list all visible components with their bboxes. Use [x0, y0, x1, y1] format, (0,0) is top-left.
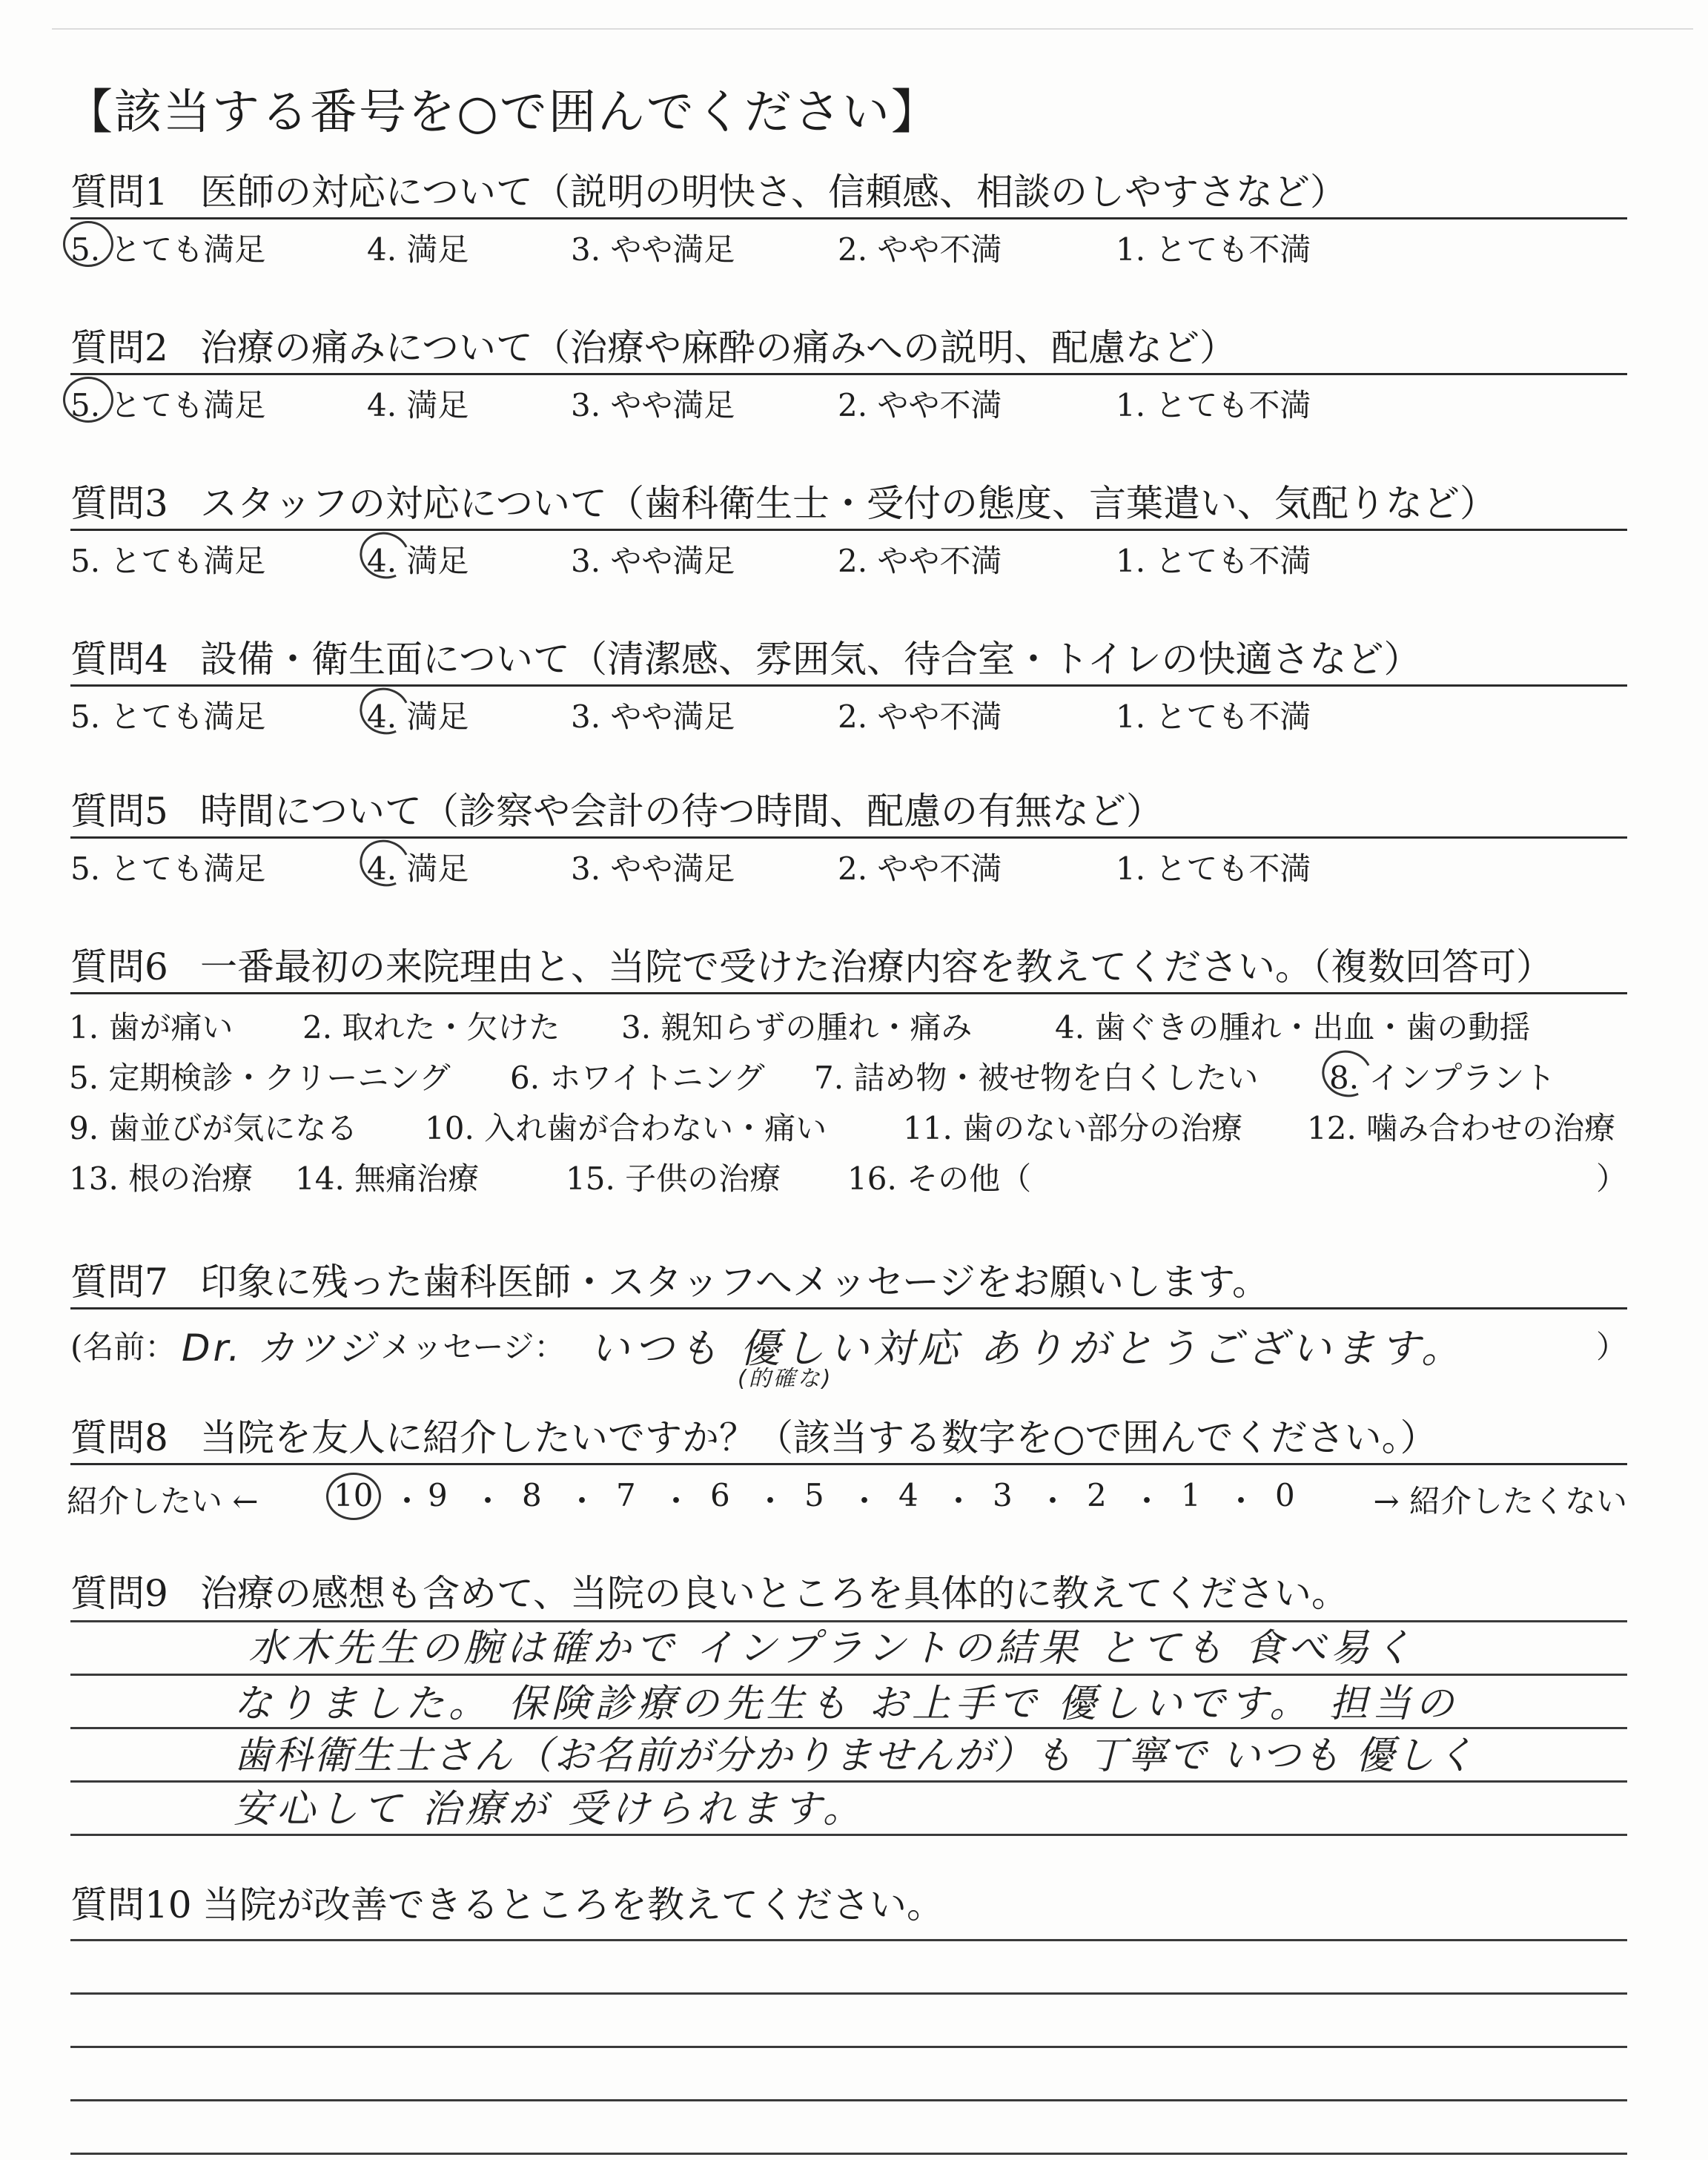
- recommend-right-label: → 紹介したくない: [1373, 1483, 1627, 1519]
- page-header: 【該当する番号を○で囲んでください】: [65, 85, 940, 140]
- rating-options: [70, 531, 1627, 583]
- question-text: 当院を友人に紹介したいですか？（該当する数字を○で囲んでください。）: [200, 1416, 1437, 1459]
- reason-option[interactable]: 14. 無痛治療: [295, 1160, 480, 1197]
- question-5: [70, 786, 1627, 891]
- question-number: 質問9: [70, 1572, 168, 1615]
- reason-option[interactable]: 3. 親知らずの腫れ・痛み: [621, 1009, 973, 1046]
- question-number: 質問3: [70, 482, 168, 525]
- scale-value[interactable]: 1: [1181, 1477, 1201, 1513]
- question-text: スタッフの対応について（歯科衛生士・受付の態度、言葉遣い、気配りなど）: [200, 482, 1497, 525]
- rating-option[interactable]: 3. やや満足: [571, 851, 735, 887]
- scale-separator: ・: [566, 1483, 598, 1519]
- reason-option[interactable]: 12. 噛み合わせの治療: [1307, 1110, 1616, 1146]
- rating-option[interactable]: 4. 満足: [367, 387, 469, 423]
- question-2: [70, 323, 1627, 427]
- handwritten-answer-line-2[interactable]: なりました。 保険診療の先生も お上手で 優しいです。 担当の: [234, 1682, 1458, 1726]
- question-number: 質問7: [70, 1261, 168, 1304]
- handwritten-name[interactable]: Dr. カツジ: [182, 1327, 378, 1370]
- rating-option[interactable]: 1. とても不満: [1116, 543, 1311, 579]
- reason-option[interactable]: 5. 定期検診・クリーニング: [69, 1060, 451, 1096]
- question-number: 質問2: [70, 326, 168, 369]
- rating-option[interactable]: 5. とても満足: [70, 231, 266, 268]
- reason-option[interactable]: 11. 歯のない部分の治療: [903, 1110, 1243, 1146]
- rating-option[interactable]: 4. 満足: [367, 851, 469, 887]
- question-6: [70, 942, 1627, 1202]
- handwritten-answer-line-1[interactable]: 水木先生の腕は確かで インプラントの結果 とても 食べ易く: [248, 1626, 1417, 1671]
- reason-option[interactable]: 6. ホワイトニング: [510, 1060, 765, 1096]
- scale-separator: ・: [472, 1483, 504, 1519]
- rating-option[interactable]: 3. やや満足: [571, 543, 735, 579]
- close-paren: ）: [1595, 1160, 1627, 1197]
- rating-option[interactable]: 4. 満足: [367, 698, 469, 735]
- question-text: 当院が改善できるところを教えてください。: [202, 1883, 944, 1926]
- reason-option[interactable]: 8. インプラント: [1329, 1060, 1556, 1096]
- rating-option[interactable]: 5. とても満足: [70, 851, 266, 887]
- rating-option[interactable]: 1. とても不満: [1116, 698, 1311, 735]
- rating-option[interactable]: 2. やや不満: [838, 851, 1002, 887]
- name-label: (名前：: [70, 1329, 176, 1365]
- question-text: 設備・衛生面について（清潔感、雰囲気、待合室・トイレの快適さなど）: [200, 638, 1421, 681]
- question-text: 一番最初の来院理由と、当院で受けた治療内容を教えてください。（複数回答可）: [200, 945, 1553, 988]
- rating-option[interactable]: 5. とても満足: [70, 698, 266, 735]
- scale-separator: ・: [943, 1483, 975, 1519]
- handwritten-message[interactable]: いつも 優しい対応 ありがとうございます。: [589, 1325, 1466, 1372]
- rating-option[interactable]: 1. とても不満: [1116, 231, 1311, 268]
- rating-options: [70, 839, 1627, 891]
- reason-option[interactable]: 4. 歯ぐきの腫れ・出血・歯の動揺: [1055, 1009, 1531, 1046]
- question-text: 印象に残った歯科医師・スタッフへメッセージをお願いします。: [200, 1261, 1269, 1304]
- scale-value[interactable]: 2: [1087, 1477, 1107, 1513]
- rating-option[interactable]: 1. とても不満: [1116, 851, 1311, 887]
- question-number: 質問4: [70, 638, 168, 681]
- rating-option[interactable]: 2. やや不満: [838, 543, 1002, 579]
- rating-option[interactable]: 1. とても不満: [1116, 387, 1311, 423]
- answer-line[interactable]: [70, 1939, 1627, 1941]
- scale-value[interactable]: 5: [804, 1477, 824, 1513]
- scale-separator: ・: [1037, 1483, 1069, 1519]
- handwritten-annotation: (的確な): [738, 1366, 833, 1392]
- question-text: 治療の感想も含めて、当院の良いところを具体的に教えてください。: [200, 1572, 1348, 1615]
- reason-options: [70, 994, 1627, 1202]
- scale-value[interactable]: 9: [428, 1477, 448, 1513]
- rating-options: [70, 375, 1627, 427]
- rating-option[interactable]: 2. やや不満: [838, 698, 1002, 735]
- rating-option[interactable]: 3. やや満足: [571, 387, 735, 423]
- scale-value[interactable]: 6: [710, 1477, 730, 1513]
- answer-line[interactable]: [70, 2046, 1627, 2048]
- rating-option[interactable]: 5. とても満足: [70, 543, 266, 579]
- answer-line[interactable]: [70, 2099, 1627, 2101]
- question-number: 質問6: [70, 945, 168, 988]
- scale-value[interactable]: 4: [898, 1477, 918, 1513]
- scale-separator: ・: [849, 1483, 881, 1519]
- recommend-left-label: 紹介したい ←: [67, 1483, 259, 1519]
- question-7: [70, 1257, 1627, 1392]
- reason-option[interactable]: 2. 取れた・欠けた: [302, 1009, 560, 1046]
- question-number: 質問10: [70, 1883, 192, 1926]
- question-text: 時間について（診察や会計の待つ時間、配慮の有無など）: [200, 790, 1163, 833]
- question-1: [70, 167, 1627, 271]
- scale-separator: ・: [755, 1483, 787, 1519]
- question-3: [70, 478, 1627, 583]
- rating-option[interactable]: 4. 満足: [367, 543, 469, 579]
- reason-option[interactable]: 15. 子供の治療: [566, 1160, 781, 1197]
- reason-option[interactable]: 13. 根の治療: [69, 1160, 254, 1197]
- reason-option[interactable]: 10. 入れ歯が合わない・痛い: [425, 1110, 827, 1146]
- reason-option[interactable]: 7. 詰め物・被せ物を白くしたい: [814, 1060, 1259, 1096]
- scale-separator: ・: [661, 1483, 692, 1519]
- question-number: 質問1: [70, 171, 168, 214]
- question-text: 医師の対応について（説明の明快さ、信頼感、相談のしやすさなど）: [200, 171, 1347, 214]
- question-4: [70, 634, 1627, 739]
- message-label: メッセージ：: [380, 1329, 566, 1365]
- scale-separator: ・: [1131, 1483, 1163, 1519]
- question-10: [70, 1880, 1627, 1930]
- answer-line[interactable]: [70, 2153, 1627, 2155]
- scale-value[interactable]: 8: [522, 1477, 542, 1513]
- answer-line[interactable]: [70, 1992, 1627, 1995]
- top-border: [52, 28, 1693, 30]
- handwritten-answer-line-4[interactable]: 安心して 治療が 受けられます。: [234, 1787, 866, 1832]
- rating-options: [70, 687, 1627, 739]
- reason-option[interactable]: 9. 歯並びが気になる: [69, 1110, 358, 1146]
- scale-value[interactable]: 7: [616, 1477, 636, 1513]
- rating-option[interactable]: 3. やや満足: [571, 698, 735, 735]
- scale-separator: ・: [1225, 1483, 1257, 1519]
- scale-value[interactable]: 0: [1275, 1477, 1295, 1513]
- question-8: [67, 1413, 1627, 1525]
- rating-option[interactable]: 2. やや不満: [838, 231, 1002, 268]
- rating-options: [70, 219, 1627, 271]
- rating-option[interactable]: 2. やや不満: [838, 387, 1002, 423]
- reason-option[interactable]: 16. その他（: [847, 1160, 1032, 1197]
- question-number: 質問5: [70, 790, 168, 833]
- scale-value[interactable]: 3: [993, 1477, 1013, 1513]
- handwritten-answer-line-3[interactable]: 歯科衛生士さん（お名前が分かりませんが）も 丁寧で いつも 優しく: [234, 1734, 1476, 1778]
- rating-option[interactable]: 4. 満足: [367, 231, 469, 268]
- question-9: [70, 1568, 1627, 1619]
- scale-separator: ・: [391, 1483, 423, 1519]
- recommend-scale: [67, 1465, 1627, 1525]
- rating-option[interactable]: 3. やや満足: [571, 231, 735, 268]
- close-paren: ）: [1595, 1329, 1627, 1365]
- question-text: 治療の痛みについて（治療や麻酔の痛みへの説明、配慮など）: [200, 326, 1237, 369]
- scale-value[interactable]: 10: [334, 1477, 374, 1513]
- reason-option[interactable]: 1. 歯が痛い: [69, 1009, 234, 1046]
- question-number: 質問8: [70, 1416, 168, 1459]
- rating-option[interactable]: 5. とても満足: [70, 387, 266, 423]
